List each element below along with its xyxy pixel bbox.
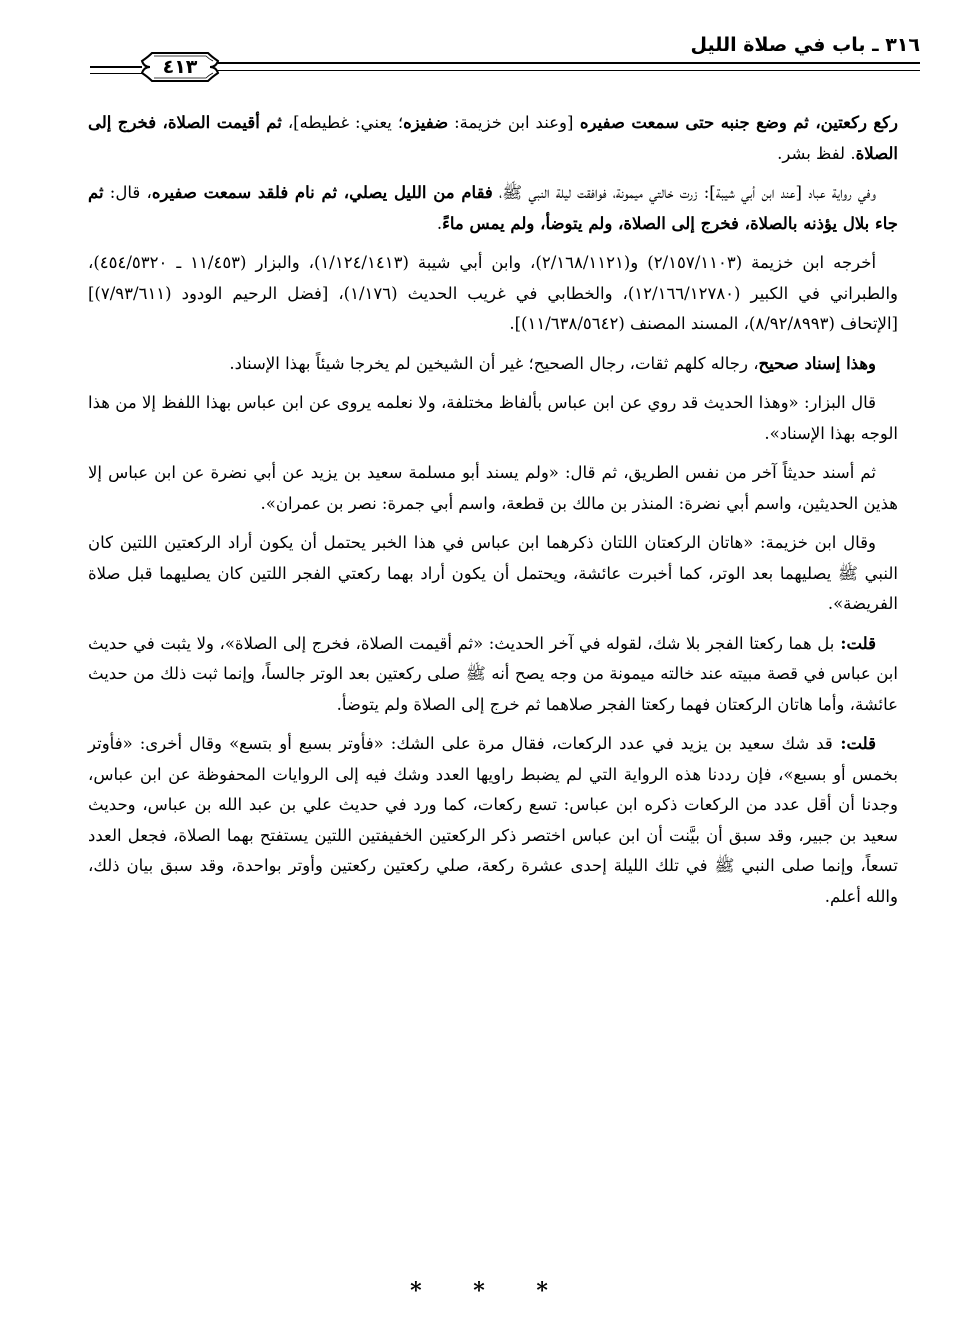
paragraph [88, 629, 898, 721]
page-header [78, 34, 920, 94]
text-run: ؛ يعني: غطيطه]، [281, 113, 404, 132]
paragraph [88, 388, 898, 449]
bold-text-run: فقام من الليل يصلي، ثم نام فلقد سمعت صفيره [151, 183, 493, 202]
page-number: ٤١٣ [162, 56, 198, 78]
header-rule-right [218, 62, 920, 71]
text-run: ، قال: [103, 183, 152, 202]
page-number-badge [140, 51, 220, 83]
section-separator: * * * [410, 1278, 570, 1304]
bold-text-run: قلت: [832, 734, 876, 753]
paragraph [88, 349, 898, 380]
bold-text-run: ضفيزه [403, 113, 449, 132]
text-run: أخرجه ابن خزيمة (٢/١٥٧/١١٠٣) و(٢/١٦٨/١١٢١)، وابن أبي شيبة (١/١٢٤/١٤١٣)، والبزار (١١/٤٥٣ ـ ٤٥٤/٥٣٢٠)، والطبراني في الكبير (١٢/١٦٦/١٢٧٨٠)، والخطابي في غريب الحديث (١/١٧٦)، [فضل الرحيم الودود (٧/٩٣/٦١١)] [الإتحاف (٨/٩٢/٨٩٩٣)، المسند المصنف (١١/٦٣٨/٥٦٤٢)]. [88, 253, 898, 333]
paragraph [88, 729, 898, 912]
bold-text-run: وهذا إسناد صحيح [758, 353, 876, 373]
text-run: بل هما ركعتا الفجر بلا شك، لقوله في آخر الحديث: «ثم أقيمت الصلاة، فخرج إلى الصلاة»، ولا يثبت في حديث ابن عباس في قصة مبيته عند خالته ميمونة من وجه يصح أنه ﷺ صلى ركعتين بعد الوتر جالساً، وإنما ثبت ذلك من حديث عائشة، وأما هاتان الركعتان فهما ركعتا الفجر صلاهما ثم خرج إلى الصلاة ولم يتوضأ. [88, 633, 898, 714]
header-rule-left [90, 66, 142, 74]
text-run: وفي رواية عباد [عند ابن أبي شيبة]: زرت خالتي ميمونة، فوافقت ليلة النبي ﷺ، [492, 183, 877, 202]
text-run: قال البزار: «وهذا الحديث قد روي عن ابن عباس بألفاظ مختلفة، ولا نعلمه يروى عن ابن عباس بهذا اللفظ إلا من هذا الوجه بهذا الإسناد». [88, 393, 898, 443]
text-run: وقال ابن خزيمة: «هاتان الركعتان اللتان ذكرهما ابن عباس في هذا الخبر يحتمل أن يكون أراد الركعتين اللتين كان النبي ﷺ يصليهما بعد الوتر، كما أخبرت عائشة، ويحتمل أن يكون أراد بهما ركعتي الفجر اللتين كان يصليهما قبل صلاة الفريضة». [88, 533, 898, 613]
text-run: [وعند ابن خزيمة: [448, 113, 574, 132]
chapter-title: ٣١٦ ـ باب في صلاة الليل [690, 34, 920, 56]
paragraph [88, 528, 898, 620]
text-run: ثم أسند حديثاً آخر من نفس الطريق، ثم قال: «ولم يسند أبو مسلمة سعيد بن يزيد عن أبي نضرة عن ابن عباس إلا هذين الحديثين، واسم أبي نضرة: المنذر بن مالك بن قطعة، واسم أبي جمرة: نصر بن عمران». [88, 463, 898, 513]
bold-text-run: ثم أقيمت الصلاة، فخرج إلى الصلاة [88, 113, 898, 163]
paragraph [88, 248, 898, 340]
text-run: قد شك سعيد بن يزيد في عدد الركعات، فقال مرة على الشك: «فأوتر بسبع أو بتسع» وقال أخرى: «فأوتر بخمس أو بسبع»، فإن رددنا هذه الرواية التي لم يضبط راويها العدد وشك فيه إلى الروايات المحفوظة عن ابن عباس، وجدنا أن أقل عدد من الركعات ذكره ابن عباس: تسع ركعات، كما ورد في حديث علي بن عبد الله بن عباس، وحديث سعيد بن جبير، وقد سبق أن بيَّنت أن ابن عباس اختصر ذكر الركعتين الخفيفتين اللتين يستفتح بهما الصلاة، فجعل العدد تسعاً، وإنما صلى النبي ﷺ في تلك الليلة إحدى عشرة ركعة، صلي ركعتين ركعتين وأوتر بواحدة، وقد سبق بيان ذلك، والله أعلم. [88, 734, 898, 906]
paragraph [88, 458, 898, 519]
paragraph [88, 178, 898, 239]
page-body [88, 108, 898, 921]
bold-text-run: ركع ركعتين، ثم وضع جنبه حتى سمعت صفيره [573, 113, 898, 132]
bold-text-run: قلت: [834, 633, 877, 653]
text-run: . [436, 213, 443, 233]
text-run: ، رجاله كلهم ثقات، رجال الصحيح؛ غير أن الشيخين لم يخرجا شيئاً بهذا الإسناد. [229, 353, 759, 373]
bold-text-run: ثم جاء بلال يؤذنه بالصلاة، فخرج إلى الصلاة، ولم يتوضأ، ولم يمس ماءً [88, 183, 898, 233]
text-run: . لفظ بشر. [777, 143, 856, 163]
paragraph [88, 108, 898, 169]
